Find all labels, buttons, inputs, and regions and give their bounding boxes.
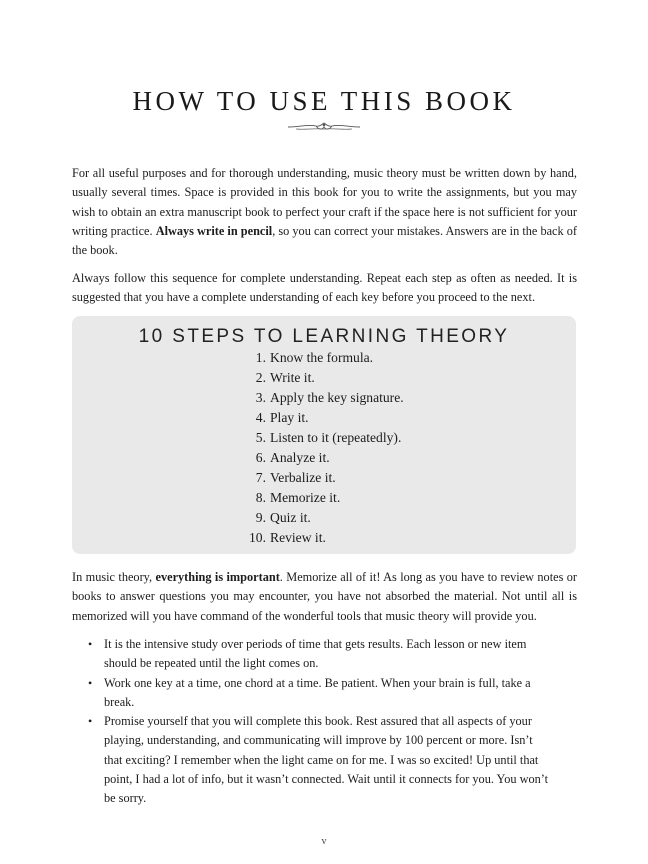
- page-number: v: [321, 836, 327, 847]
- steps-title: 10 STEPS TO LEARNING THEORY: [138, 326, 510, 347]
- step-item: 1. Know the formula.: [255, 350, 374, 365]
- step-item: 10. Review it.: [249, 530, 326, 545]
- bullet-icon: •: [88, 675, 93, 690]
- step-item: 7. Verbalize it.: [255, 470, 336, 485]
- everything-emphasis: everything is important: [155, 570, 280, 584]
- step-item: 2. Write it.: [255, 370, 315, 385]
- tip-item: • Work one key at a time, one chord at a time. Be patient. When your brain is full, take a break.: [88, 675, 531, 709]
- everything-important-paragraph: In music theory, everything is important. Memorize all of it! As long as you have to review notes or books to answer questions you may encounter, you have not absorbed the material. Not until all is memorized will you have command of the wonderful tools that music theory will provide you.: [72, 570, 577, 623]
- tip-item: • Promise yourself that you will complete this book. Rest assured that all aspects of your playing, understanding, and communicating will improve by 100 percent or more. Isn’t that exciting? I remember when the light came on for me. I was so excited! Up until that point, I had a lot of info, but it wasn’t connected. Wait until it connects for you. You won’t be sorry.: [88, 714, 549, 806]
- steps-box: [72, 316, 576, 554]
- step-item: 9. Quiz it.: [255, 510, 311, 525]
- step-item: 5. Listen to it (repeatedly).: [255, 430, 402, 445]
- pencil-emphasis: Always write in pencil: [155, 223, 273, 238]
- bullet-icon: •: [88, 637, 93, 651]
- sequence-paragraph: Always follow this sequence for complete understanding. Repeat each step as often as needed. It is suggested that you have a complete understanding of each key before you proceed to the next.: [72, 271, 577, 305]
- tip-item: • It is the intensive study over periods of time that gets results. Each lesson or new item should be repeated until the light comes on.: [88, 637, 527, 671]
- page-title: HOW TO USE THIS BOOK: [132, 86, 516, 116]
- step-item: 4. Play it.: [255, 410, 309, 425]
- flourish-divider-icon: [286, 121, 362, 133]
- steps-list: [242, 348, 404, 548]
- tips-list: [88, 635, 550, 809]
- bullet-icon: •: [88, 714, 93, 729]
- step-item: 8. Memorize it.: [255, 490, 341, 505]
- step-item: 6. Analyze it.: [255, 450, 330, 465]
- intro-paragraph: For all useful purposes and for thorough understanding, music theory must be written down by hand, usually several times. Space is provided in this book for you to write the assignments, but you may wish to obtain an extra manuscript book to perfect your craft if the space here is not sufficient for your writing practice. Always write in pencil, so you can correct your mistakes. Answers are in the back of the book.: [72, 166, 577, 258]
- step-item: 3. Apply the key signature.: [255, 390, 404, 405]
